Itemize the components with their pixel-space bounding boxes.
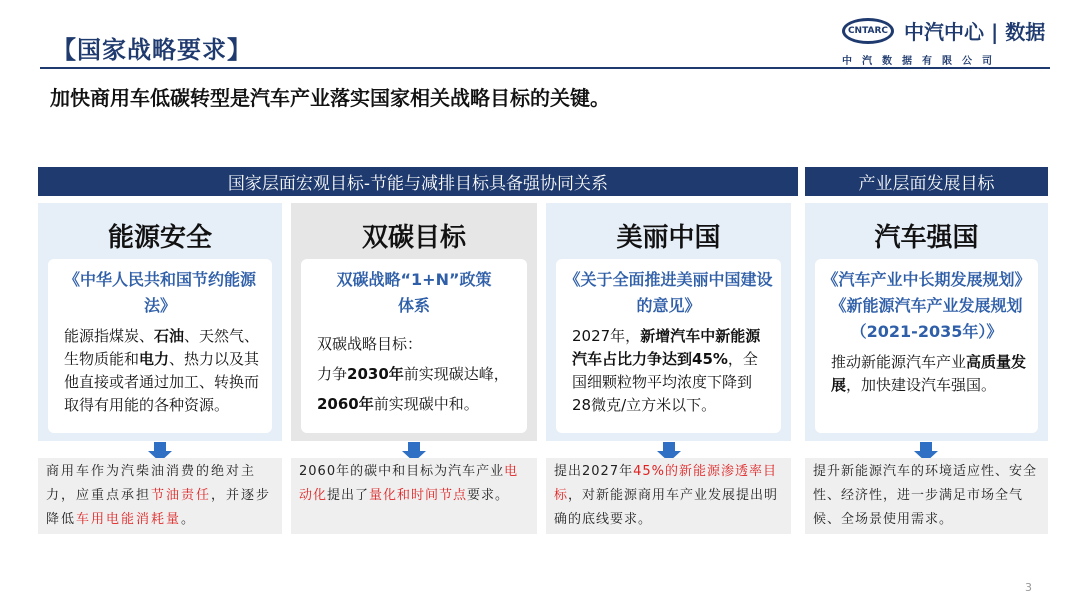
policy-name: 《汽车产业中长期发展规划》《新能源汽车产业发展规划（2021-2035年）》: [822, 270, 1031, 341]
headline: 加快商用车低碳转型是汽车产业落实国家相关战略目标的关键。: [50, 86, 610, 110]
column-title: 双碳目标: [361, 223, 466, 253]
column-card: [48, 259, 272, 433]
logo-brand: 中汽中心 | 数据: [904, 20, 1046, 44]
column-card: [556, 259, 781, 433]
column-description: 能源指煤炭、石油、天然气、生物质能和电力、热力以及其他直接或者通过加工、转换而取得有用能的各种资源。: [64, 327, 260, 414]
column-dual-carbon: [291, 203, 537, 441]
implication-box-china: 提出2027年45%的新能源渗透率目标，对新能源商用车产业发展提出明确的底线要求。: [546, 458, 791, 534]
implication-box-carbon: 2060年的碳中和目标为汽车产业电动化提出了量化和时间节点要求。: [291, 458, 537, 534]
policy-name: 《中华人民共和国节约能源法》: [63, 270, 256, 315]
column-description: 双碳战略目标： 力争2030年前实现碳达峰， 2060年前实现碳中和。: [317, 335, 509, 413]
header-divider: [40, 67, 1050, 69]
logo-subtitle: 中汽数据有限公司: [842, 56, 1002, 67]
column-title: 能源安全: [107, 223, 212, 253]
column-title: 汽车强国: [874, 223, 979, 253]
column-beautiful-china: [546, 203, 791, 441]
column-energy-security: [38, 203, 282, 441]
column-title: 美丽中国: [616, 223, 721, 253]
national-goal-band: 国家层面宏观目标-节能与减排目标具备强协同关系: [38, 167, 798, 196]
policy-name: 双碳战略“1+N”政策体系: [336, 270, 492, 315]
column-auto-power: [805, 203, 1048, 441]
implication-box-energy: 商用车作为汽柴油消费的绝对主力，应重点承担节油责任，并逐步降低车用电能消耗量。: [38, 458, 282, 534]
policy-name: 《关于全面推进美丽中国建设的意见》: [564, 270, 773, 315]
column-card: [301, 259, 527, 433]
page-number: 3: [1025, 581, 1032, 594]
logo-mark-icon: CNTARC: [842, 18, 894, 44]
column-card: [815, 259, 1038, 433]
implication-box-auto: 提升新能源汽车的环境适应性、安全性、经济性，进一步满足市场全气候、全场景使用需求。: [805, 458, 1048, 534]
column-description: 推动新能源汽车产业高质量发展，加快建设汽车强国。: [831, 353, 1027, 394]
page-title: 【国家战略要求】: [52, 36, 252, 64]
company-logo: [842, 14, 1052, 67]
industry-goal-band: 产业层面发展目标: [805, 167, 1048, 196]
column-description: 2027年，新增汽车中新能源汽车占比力争达到45%，全国细颗粒物平均浓度下降到28微克/立方米以下。: [572, 327, 761, 414]
